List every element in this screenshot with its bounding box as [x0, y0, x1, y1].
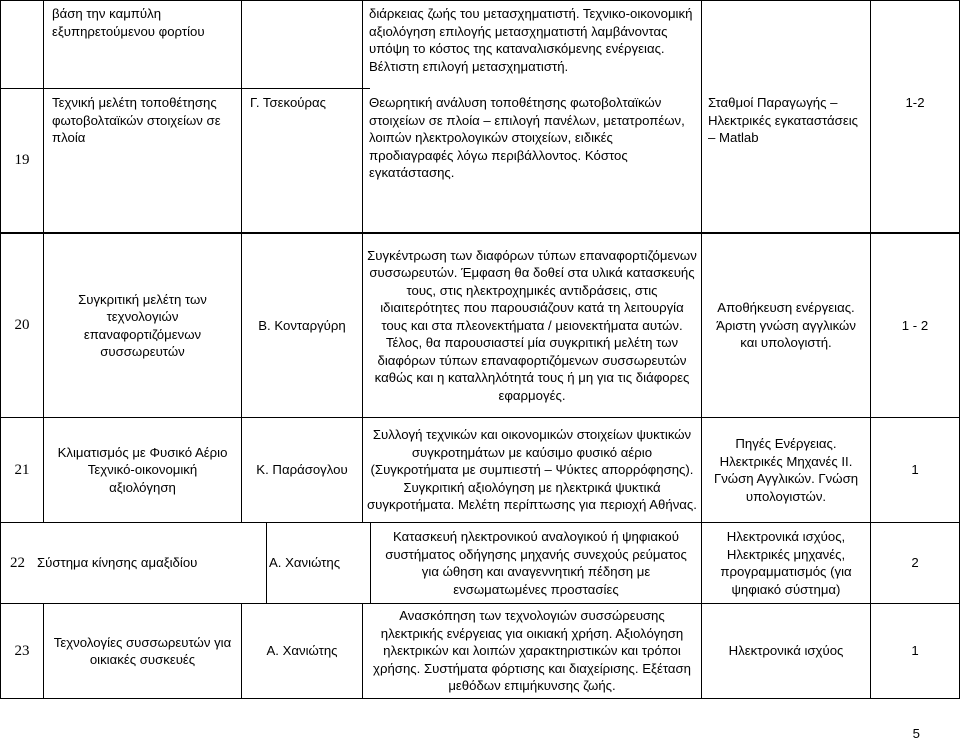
- thesis-title: Τεχνική μελέτη τοποθέτησης φωτοβολταϊκών στοιχείων σε πλοία: [52, 95, 221, 145]
- supervisor: Γ. Τσεκούρας: [250, 95, 326, 110]
- supervisor: Β. Κονταργύρη: [258, 317, 346, 333]
- supervisor: Α. Χανιώτης: [266, 643, 338, 659]
- row-22-number-and-title: [1, 523, 266, 603]
- supervisor: Κ. Παράσογλου: [256, 462, 348, 478]
- description-continuation: διάρκειας ζωής του μετασχηματιστή. Τεχνικο-οικονομική αξιολόγηση επιλογής μετασχηματιστή λαμβάνοντας υπόψη το κόστος της καταναλισκόμενης ενέργειας. Βέλτιστη επιλογή μετασχηματιστή.: [369, 6, 693, 74]
- thesis-title: Σύστημα κίνησης αμαξιδίου: [37, 555, 198, 571]
- thesis-title: Κλιματισμός με Φυσικό Αέριο Τεχνικό-οικονομική αξιολόγηση: [57, 444, 228, 495]
- students-count: 1: [911, 462, 919, 478]
- table-border: [0, 0, 960, 1]
- students-count: 1 - 2: [901, 317, 929, 333]
- required-knowledge: Σταθμοί Παραγωγής – Ηλεκτρικές εγκαταστάσεις – Matlab: [708, 95, 858, 145]
- description: Συλλογή τεχνικών και οικονομικών στοιχείων ψυκτικών συγκροτημάτων με καύσιμο φυσικό αέριο (Συγκροτήματα με συμπιεστή – Ψύκτες απορρόφησης). Συγκριτική αξιολόγηση με ηλεκτρικά ψυκτικά συγκροτήματα. Μελέτη περίπτωσης για περιοχή Αθήνας.: [367, 427, 697, 513]
- required-knowledge: Πηγές Ενέργειας. Ηλεκτρικές Μηχανές ΙΙ. Γνώση Αγγλικών. Γνώση υπολογιστών.: [713, 436, 859, 504]
- row-number: 20: [14, 317, 30, 333]
- row-number: 22: [10, 554, 25, 571]
- required-knowledge: Ηλεκτρονικά ισχύος, Ηλεκτρικές μηχανές, προγραμματισμός (για ψηφιακό σύστημα): [720, 529, 852, 597]
- table-border: [0, 698, 960, 699]
- students-count: 1: [911, 643, 919, 659]
- description: Ανασκόπηση των τεχνολογιών συσσώρευσης ηλεκτρικής ενέργειας για οικιακή χρήση. Αξιολόγηση ηλεκτρικών και λοιπών χαρακτηριστικών και τρόποι χρήσης. Συστήματα φόρτισης και διαχείρισης. Εξέταση μεθόδων επιμήκυνσης ζωής.: [373, 608, 691, 694]
- row-number: 19: [14, 152, 30, 168]
- supervisor: Α. Χανιώτης: [269, 555, 341, 571]
- required-knowledge: Αποθήκευση ενέργειας. Άριστη γνώση αγγλικών και υπολογιστή.: [716, 300, 856, 351]
- required-knowledge: Ηλεκτρονικά ισχύος: [728, 643, 844, 659]
- page-number: 5: [912, 726, 920, 741]
- students-count: 1-2: [905, 95, 925, 110]
- row-number: 23: [14, 642, 30, 659]
- description: Θεωρητική ανάλυση τοποθέτησης φωτοβολταϊκών στοιχείων σε πλοία – επιλογή πανέλων, μετατροπέων, λοιπών ηλεκτρολογικών στοιχείων, ειδικές προδιαγραφές λόγω περιβάλλοντος. Κόστος εγκατάστασης.: [369, 95, 685, 180]
- thesis-title: Τεχνολογίες συσσωρευτών για οικιακές συσκευές: [53, 634, 232, 667]
- thesis-title: Συγκριτική μελέτη των τεχνολογιών επαναφορτιζόμενων συσσωρευτών: [78, 291, 207, 359]
- thesis-title-continuation: βάση την καμπύλη εξυπηρετούμενου φορτίου: [52, 6, 205, 39]
- table-border: [0, 88, 370, 89]
- description: Κατασκευή ηλεκτρονικού αναλογικού ή ψηφιακού συστήματος οδήγησης μηχανής συνεχούς ρεύματος για ώθηση και αναγεννητική πέδηση με ενσωματωμένες προστασίες: [385, 529, 687, 597]
- students-count: 2: [911, 555, 919, 571]
- row-number: 21: [14, 461, 30, 478]
- description: Συγκέντρωση των διαφόρων τύπων επαναφορτιζόμενων συσσωρευτών. Έμφαση θα δοθεί στα υλικά κατασκευής τους, στις ηλεκτροχημικές αντιδράσεις, στις ιδιαιτερότητες που παρουσιάζουν κατά τη λειτουργία τους και στα πλεονεκτήματα / μειονεκτήματα αυτών. Τέλος, θα παρουσιαστεί μία συγκριτική μελέτη των διαφόρων τύπων επαναφορτιζόμενων συσσωρευτών καθώς και η καταλληλότητά τους ή μη για τις διάφορες εφαρμογές.: [367, 247, 697, 403]
